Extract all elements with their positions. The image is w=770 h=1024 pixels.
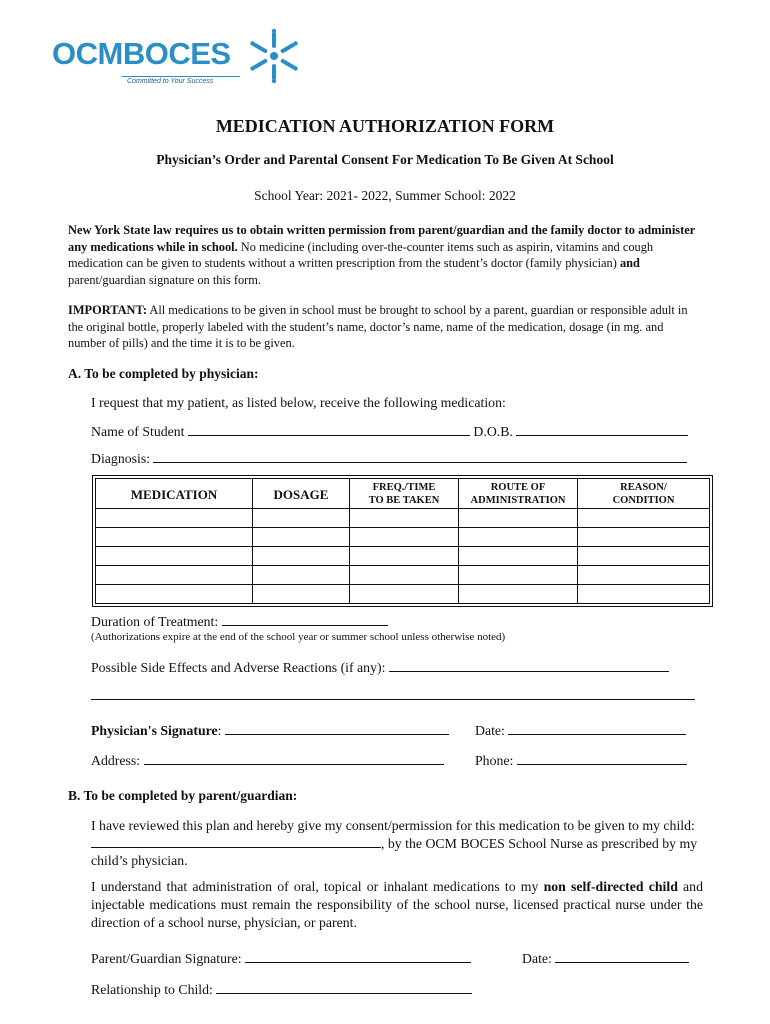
phone-label: Phone: [475,753,514,768]
header-reason: REASON/ CONDITION [578,479,710,509]
request-text: I request that my patient, as listed below, receive the following medication: [91,395,506,410]
section-b-heading: B. To be completed by parent/guardian: [68,788,298,803]
consent-text-2: , by the OCM BOCES School Nurse as prescribed by my child’s physician. [91,835,698,868]
table-row [96,547,710,566]
address-row [91,751,444,769]
address-field[interactable] [144,751,444,765]
side-effects-label: Possible Side Effects and Adverse Reactions (if any): [91,660,386,675]
relationship-label: Relationship to Child: [91,982,213,997]
table-cell[interactable] [96,585,253,604]
consent-text-1: I have reviewed this plan and hereby give my consent/permission for this medication to be given to my child: [91,818,695,833]
important-label: IMPORTANT: [68,303,147,317]
student-name-field[interactable] [188,422,470,436]
consent-paragraph [91,817,701,870]
physician-signature-label: Physician's Signature [91,723,218,738]
table-cell[interactable] [253,509,350,528]
table-row [96,509,710,528]
law-bold-text: New York State law requires us to obtain written permission from parent/guardian and the family doctor to administer any medications while in school. [68,223,695,254]
dob-label: D.O.B. [473,424,513,439]
header-dosage: DOSAGE [253,479,350,509]
law-and: and [619,256,640,270]
duration-note: (Authorizations expire at the end of the school year or summer school unless otherwise noted) [91,631,506,643]
law-text-1: No medicine (including over-the-counter items such as aspirin, vitamins and cough medication can be given to students without a written prescription from the student’s doctor (family physician) [68,239,654,270]
child-name-field[interactable] [91,836,381,848]
parent-signature-row [91,949,471,967]
dob-field[interactable] [516,422,688,436]
parent-date-field[interactable] [555,949,689,963]
side-effects-field[interactable] [389,658,669,672]
logo-wordmark: OCMBOCES [52,36,231,71]
side-effects-field-line-2[interactable] [91,699,695,700]
diagnosis-label: Diagnosis: [91,451,151,466]
duration-label: Duration of Treatment: [91,614,219,629]
table-cell[interactable] [253,547,350,566]
side-effects-row [91,658,669,676]
table-cell[interactable] [459,566,578,585]
table-cell[interactable] [459,528,578,547]
table-cell[interactable] [96,566,253,585]
parent-date-label: Date: [522,951,552,966]
understand-paragraph [91,878,703,932]
physician-date-row [475,721,686,739]
table-cell[interactable] [350,509,459,528]
parent-date-row [522,949,689,967]
diagnosis-field[interactable] [153,449,687,463]
table-row [96,528,710,547]
section-a-heading: A. To be completed by physician: [68,366,259,381]
duration-field[interactable] [222,612,388,626]
signature-colon: : [217,723,222,738]
table-cell[interactable] [578,528,710,547]
table-cell[interactable] [459,547,578,566]
table-cell[interactable] [350,566,459,585]
law-paragraph [68,222,702,288]
table-cell[interactable] [96,509,253,528]
form-title: MEDICATION AUTHORIZATION FORM [215,116,555,136]
header-route: ROUTE OF ADMINISTRATION [459,479,578,509]
header-freq-time: FREQ./TIME TO BE TAKEN [350,479,459,509]
student-row [91,422,688,440]
physician-date-field[interactable] [508,721,686,735]
table-row [96,585,710,604]
table-cell[interactable] [578,585,710,604]
table-cell[interactable] [350,528,459,547]
table-cell[interactable] [578,547,710,566]
logo-underline [122,76,240,77]
physician-date-label: Date: [475,723,505,738]
table-cell[interactable] [96,547,253,566]
table-header-row [96,479,710,509]
table-cell[interactable] [253,585,350,604]
table-cell[interactable] [459,585,578,604]
diagnosis-row [91,449,687,467]
parent-signature-field[interactable] [245,949,471,963]
header-medication: MEDICATION [96,479,253,509]
table-cell[interactable] [578,566,710,585]
form-subtitle: Physician’s Order and Parental Consent For Medication To Be Given At School [156,152,614,167]
table-cell[interactable] [96,528,253,547]
physician-signature-field[interactable] [225,721,449,735]
snowflake-logo-icon [249,28,299,84]
table-row [96,566,710,585]
table-cell[interactable] [578,509,710,528]
relationship-field[interactable] [216,980,472,994]
relationship-row [91,980,472,998]
important-text: All medications to be given in school must be brought to school by a parent, guardian or responsible adult in the original bottle, properly labeled with the student’s name, doctor’s name, name of the medication, dosage (in mg. and number of pills) and the time it is to be given. [68,303,688,350]
important-paragraph [68,302,702,352]
table-cell[interactable] [459,509,578,528]
phone-row [475,751,687,769]
address-label: Address: [91,753,141,768]
physician-signature-row [91,721,449,739]
logo [52,28,302,90]
logo-tagline: Committed to Your Success [127,78,214,85]
school-year: School Year: 2021- 2022, Summer School: 2022 [254,188,516,203]
table-cell[interactable] [350,585,459,604]
law-text-2: parent/guardian signature on this form. [68,272,262,287]
medication-table [95,478,710,604]
understand-text-2: and injectable medications must remain the responsibility of the school nurse, licensed practical nurse under the direction of a school nurse, physician, or parent. [91,879,703,930]
understand-text-1: I understand that administration of oral, topical or inhalant medications to my [91,879,544,894]
student-name-label: Name of Student [91,424,185,439]
understand-bold: non self-directed child [543,879,678,894]
duration-row [91,612,388,630]
phone-field[interactable] [517,751,687,765]
table-cell[interactable] [253,566,350,585]
table-cell[interactable] [350,547,459,566]
table-cell[interactable] [253,528,350,547]
parent-signature-label: Parent/Guardian Signature: [91,951,242,966]
